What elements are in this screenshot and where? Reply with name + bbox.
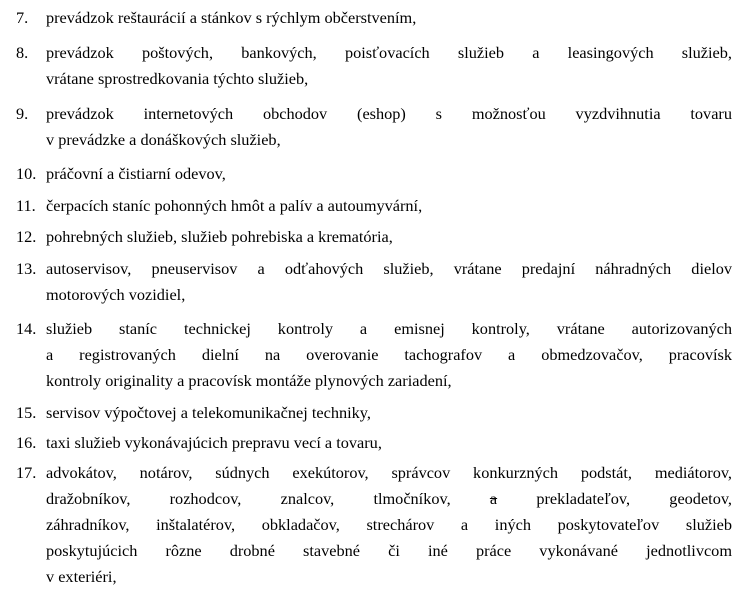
list-item-number: 16. (16, 433, 37, 452)
list-item-text: práčovní a čistiarní odevov, (46, 164, 226, 183)
list-item-text: poskytujúcich rôzne drobné stavebné či iné práce vykonávané jednotlivcom (46, 541, 732, 560)
list-item-number: 11. (16, 196, 36, 215)
list-item-text: čerpacích staníc pohonných hmôt a palív a autoumyvární, (46, 196, 423, 215)
list-item-number: 10. (16, 164, 37, 183)
list-item-text: v prevádzke a donáškových služieb, (46, 130, 281, 149)
list-item-text: pohrebných služieb, služieb pohrebiska a krematória, (46, 227, 393, 246)
list-item-text: prevádzok poštových, bankových, poisťovacích služieb a leasingových služieb, (46, 43, 732, 62)
text-segment: dražobníkov, rozhodcov, znalcov, tlmočníkov, (46, 489, 451, 508)
list-item-text: vrátane sprostredkovania týchto služieb, (46, 69, 309, 88)
list-item-number: 13. (16, 259, 37, 278)
list-item-text: taxi služieb vykonávajúcich prepravu vecí a tovaru, (46, 433, 382, 452)
list-item-text: záhradníkov, inštalatérov, obkladačov, strechárov a iných poskytovateľov služieb (46, 515, 732, 534)
list-item-number: 12. (16, 227, 37, 246)
list-item-text: prevádzok internetových obchodov (eshop) s možnosťou vyzdvihnutia tovaru (46, 104, 732, 123)
text-segment: prekladateľov, geodetov, (536, 489, 732, 508)
list-item-text: motorových vozidiel, (46, 285, 186, 304)
list-item-text: kontroly originality a pracovísk montáže plynových zariadení, (46, 371, 452, 390)
list-item-number: 17. (16, 463, 37, 482)
list-item-number: 14. (16, 319, 37, 338)
list-item-number: 15. (16, 403, 37, 422)
list-item-text: advokátov, notárov, súdnych exekútorov, správcov konkurzných podstát, mediátorov, (46, 463, 732, 482)
list-item-text-with-strikethrough (46, 489, 732, 509)
list-item-number: 8. (16, 43, 29, 62)
list-item-number: 7. (16, 8, 29, 27)
list-item-number: 9. (16, 104, 29, 123)
list-item-text: prevádzok reštaurácií a stánkov s rýchlym občerstvením, (46, 8, 417, 27)
list-item-text: v exteriéri, (46, 567, 117, 586)
struck-word: a (489, 489, 498, 508)
list-item-text: servisov výpočtovej a telekomunikačnej techniky, (46, 403, 371, 422)
list-item-text: a registrovaných dielní na overovanie tachografov a obmedzovačov, pracovísk (46, 345, 732, 364)
list-item-text: autoservisov, pneuservisov a odťahových služieb, vrátane predajní náhradných dielov (46, 259, 732, 278)
list-item-text: služieb staníc technickej kontroly a emisnej kontroly, vrátane autorizovaných (46, 319, 732, 338)
